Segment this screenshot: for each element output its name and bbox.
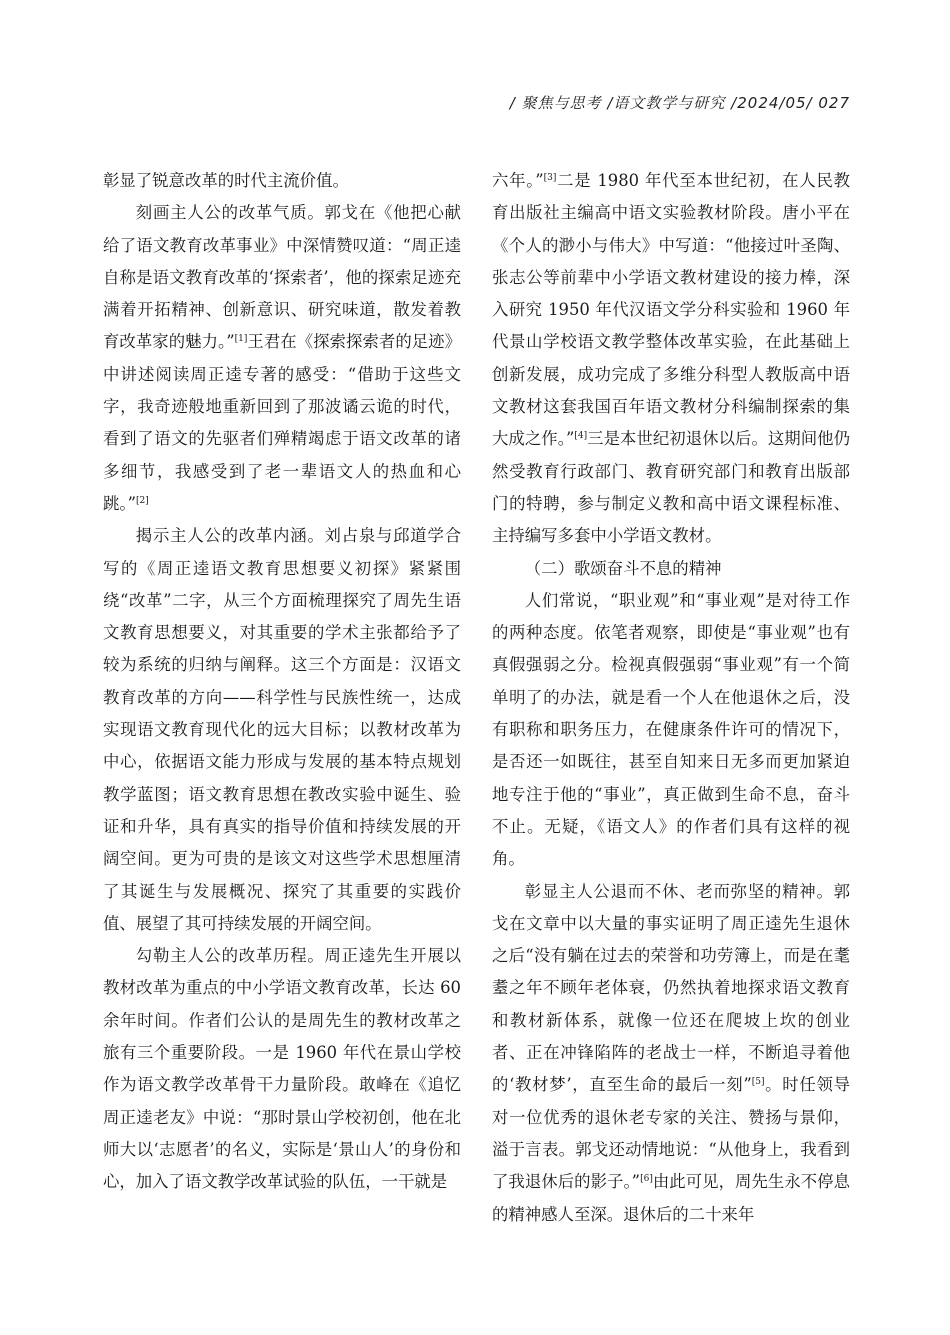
citation-ref: [4] [574, 431, 588, 442]
paragraph: 刻画主人公的改革气质。郭戈在《他把心献给了语文教育改革事业》中深情赞叹道：“周正逵自称是语文教育改革的‘探索者’，他的探索足迹充满着开拓精神、创新意识、研究味道，散发着教育改革家的魅力。”[1]王君在《探索探索者的足迹》中讲述阅读周正逵专著的感受：“借助于这些文字，我奇迹般地重新回到了那波谲云诡的时代，看到了语文的先驱者们殚精竭虑于语文改革的诸多细节，我感受到了老一辈语文人的热血和心跳。”[2] [103, 203, 462, 513]
citation-ref: [5] [751, 1077, 765, 1088]
left-column [103, 165, 461, 1199]
citation-ref: [2] [135, 495, 149, 506]
section-heading: （二）歌颂奋斗不息的精神 [524, 558, 722, 578]
paragraph: 人们常说，“职业观”和“事业观”是对待工作的两种态度。依笔者观察，即使是“事业观”也有真假强弱之分。检视真假强弱“事业观”有一个简单明了的办法，就是看一个人在他退休之后，没有职称和职务压力，在健康条件许可的情况下，是否还一如既往，甚至自知来日无多而更加紧迫地专注于他的“事业”，真正做到生命不息，奋斗不止。无疑，《语文人》的作者们具有这样的视角。 [492, 590, 850, 869]
right-column [492, 165, 850, 1231]
citation-ref: [6] [640, 1174, 653, 1185]
paragraph: 勾勒主人公的改革历程。周正逵先生开展以教材改革为重点的中小学语文教育改革，长达 60 余年时间。作者们公认的是周先生的教材改革之旅有三个重要阶段。一是 1960 年代在景山学校作为语文教学改革骨干力量阶段。敢峰在《追忆周正逵老友》中说：“那时景山学校初创，他在北师大以‘志愿者’的名义，实际是‘景山人’的身份和心，加入了语文教学改革试验的队伍，一干就是 [103, 946, 461, 1192]
paragraph: 彰显主人公退而不休、老而弥坚的精神。郭戈在文章中以大量的事实证明了周正逵先生退休之后“没有躺在过去的荣誉和功劳簿上，而是在耄耋之年不顾年老体衰，仍然执着地探求语文教育和教材新体系，就像一位还在爬坡上坎的创业者、正在冲锋陷阵的老战士一样，不断追寻着他的‘教材梦’，直至生命的最后一刻”[5]。时任领导对一位优秀的退休老专家的关注、赞扬与景仰，溢于言表。郭戈还动情地说：“从他身上，我看到了我退休后的影子。”[6]由此可见，周先生永不停息的精神感人至深。退休后的二十来年 [492, 881, 851, 1224]
running-head: / 聚焦与思考 /语文教学与研究 /2024/05/ 027 [509, 94, 850, 112]
paragraph: 彰显了锐意改革的时代主流价值。 [103, 171, 349, 190]
paragraph: 六年。”[3]二是 1980 年代至本世纪初，在人民教育出版社主编高中语文实验教材阶段。唐小平在《个人的渺小与伟大》中写道：“他接过叶圣陶、张志公等前辈中小学语文教材建设的接力棒，深入研究 1950 年代汉语文学分科实验和 1960 年代景山学校语文教学整体改革实验，在此基础上创新发展，成功完成了多维分科型人教版高中语文教材这套我国百年语文教材分科编制探索的集大成之作。”[4]三是本世纪初退休以后。这期间他仍然受教育行政部门、教育研究部门和教育出版部门的特聘，参与制定义教和高中语文课程标准、主持编写多套中小学语文教材。 [492, 171, 850, 546]
paragraph: 揭示主人公的改革内涵。刘占泉与邱道学合写的《周正逵语文教育思想要义初探》紧紧围绕“改革”二字，从三个方面梳理探究了周先生语文教育思想要义，对其重要的学术主张都给予了较为系统的归纳与阐释。这三个方面是：汉语文教育改革的方向——科学性与民族性统一，达成实现语文教育现代化的远大目标；以教材改革为中心，依据语文能力形成与发展的基本特点规划教学蓝图；语文教育思想在教改实验中诞生、验证和升华，具有真实的指导价值和持续发展的开阔空间。更为可贵的是该文对这些学术思想厘清了其诞生与发展概况、探究了其重要的实践价值、展望了其可持续发展的开阔空间。 [103, 526, 461, 933]
citation-ref: [3] [543, 173, 557, 183]
citation-ref: [1] [234, 334, 248, 345]
